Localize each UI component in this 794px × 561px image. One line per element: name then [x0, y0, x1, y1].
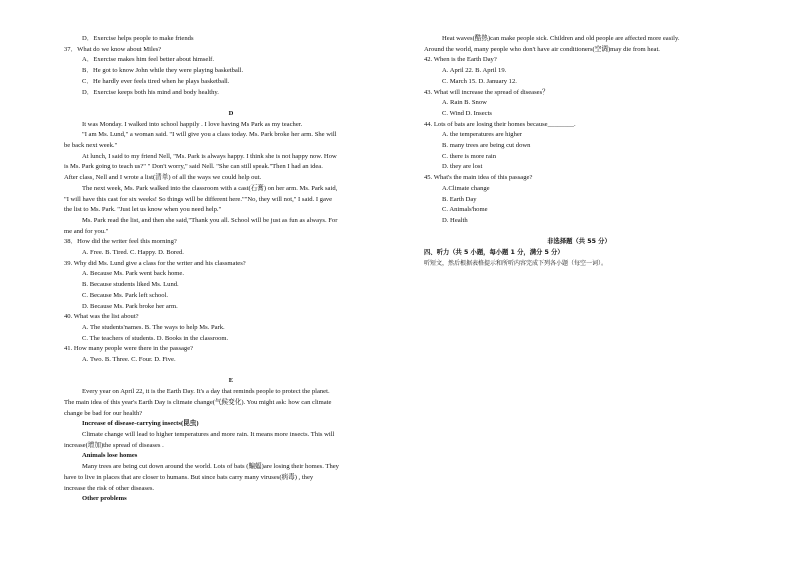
left-text-line: Other problems — [82, 495, 127, 503]
right-text-line: C. Animals'home — [442, 206, 488, 214]
left-column — [64, 34, 398, 505]
left-text-line: A．Exercise makes him feel better about himself. — [82, 56, 215, 64]
left-text-line: Climate change will lead to higher temperatures and more rain. It means more insects. This will — [82, 430, 335, 438]
left-text-line: After class, Nell and I wrote a list(清单) of all the ways we could help out. — [64, 174, 262, 182]
left-text-line: C．He hardly ever feels tired when he plays basketball. — [82, 77, 230, 85]
left-text-line: 40. What was the list about? — [64, 313, 139, 321]
left-text-line: D. Because Ms. Park broke her arm. — [82, 302, 178, 310]
left-text-line: "I am Ms. Lund," a woman said. "I will give you a class today. Ms. Park broke her arm. She will — [82, 131, 337, 139]
right-text-line: 四、听力（共 5 小题，每小题 1 分，满分 5 分） — [424, 249, 564, 257]
left-text-line: 41. How many people were there in the passage? — [64, 345, 194, 353]
right-text-line: 听短文，然后根据表格提示和所听内容完成下列各小题（每空一词）。 — [424, 259, 608, 267]
left-text-line: 37．What do we know about Miles? — [64, 45, 162, 53]
left-text-line: D．Exercise keeps both his mind and body healthy. — [82, 88, 219, 96]
right-text-line: Heat waves(酷热)can make people sick. Children and old people are affected more easily. — [442, 35, 680, 42]
left-text-line: Ms. Park read the list, and then she said,"Thank you all. School will be just as fun as always. For — [82, 216, 338, 224]
left-text-line: change be bad for our health? — [64, 409, 143, 417]
right-text-line: 42. When is the Earth Day? — [424, 56, 497, 64]
left-text-line: be back next week." — [64, 142, 118, 150]
right-text-line: A. Rain B. Snow — [442, 99, 487, 107]
left-text-line: The next week, Ms. Park walked into the classroom with a cast(石膏) on her arm. Ms. Park said, — [82, 184, 338, 192]
left-text-line: The main idea of this year's Earth Day is climate change(气候变化). You might ask: how can climate — [64, 398, 332, 406]
right-text-line: 45. What's the main idea of this passage? — [424, 174, 533, 182]
right-text-line: A. the temperatures are higher — [442, 131, 523, 139]
right-text-line: A. April 22. B. April 19. — [442, 67, 507, 75]
right-text-line: C. Wind D. Insects — [442, 109, 492, 117]
left-text-line: A. Because Ms. Park went back home. — [82, 270, 184, 278]
right-text-line: C. March 15. D. January 12. — [442, 77, 517, 85]
left-text-line: Animals lose homes — [82, 452, 138, 460]
right-text-line: D. they are lost — [442, 163, 483, 171]
right-text-line: C. there is more rain — [442, 152, 497, 160]
right-text-line: Around the world, many people who don't have air conditioners(空调)may die from heat. — [424, 45, 660, 53]
left-text-line: have to live in places that are closer to humans. But since bats carry many viruses(病毒) , they — [64, 473, 314, 481]
left-text-line: A. The students'names. B. The ways to help Ms. Park. — [82, 323, 225, 331]
right-column — [424, 34, 734, 269]
left-text-line: "I will have this cast for six weeks! So things will be different here.""No, they will not," I said. I gave — [64, 195, 333, 203]
right-text-line: D. Health — [442, 216, 468, 224]
left-text-line: C. The teachers of students. D. Books in the classroom. — [82, 334, 229, 342]
right-text-line — [424, 227, 734, 238]
left-text-line: E — [228, 377, 234, 385]
right-text-line: A.Climate change — [442, 184, 490, 192]
left-text-line: Many trees are being cut down around the world. Lots of bats (蝙蝠)are losing their homes. They — [82, 463, 339, 471]
left-text-line — [64, 366, 398, 377]
left-text-line: D．Exercise helps people to make friends — [82, 35, 194, 42]
left-text-line: A. Two. B. Three. C. Four. D. Five. — [82, 356, 176, 364]
left-text-line: It was Monday. I walked into school happily . I love having Ms Park as my teacher. — [82, 120, 303, 128]
left-text-line: Increase of disease-carrying insects(昆虫) — [82, 420, 199, 428]
right-text-line: 44. Lots of bats are losing their homes because________. — [424, 120, 576, 128]
left-text-line: A. Free. B. Tired. C. Happy. D. Bored. — [82, 249, 184, 257]
left-text-line: C. Because Ms. Park left school. — [82, 291, 169, 299]
left-text-line: increase(增加)the spread of diseases . — [64, 441, 164, 449]
left-text-line: increase the risk of other diseases. — [64, 484, 155, 492]
left-text-line — [64, 98, 398, 109]
left-text-line: 39. Why did Ms. Lund give a class for the writer and his classmates? — [64, 259, 246, 267]
right-text-line: B. many trees are being cut down — [442, 142, 531, 150]
right-text-line: 43. What will increase the spread of diseases？ — [424, 88, 549, 96]
left-text-line: D — [228, 109, 234, 117]
left-text-line: me and for you." — [64, 227, 109, 235]
left-text-line: At lunch, I said to my friend Nell, "Ms. Park is always happy. I think she is not happy now. How — [82, 152, 337, 160]
right-text-line: 非选择题（共 55 分） — [547, 238, 611, 246]
left-text-line: B. Because students liked Ms. Lund. — [82, 281, 179, 289]
left-text-line: the list to Ms. Park. "Just let us know when you need help." — [64, 206, 222, 214]
left-text-line: Every year on April 22, it is the Earth Day. It's a day that reminds people to protect the planet. — [82, 388, 330, 396]
right-text-line: B. Earth Day — [442, 195, 477, 203]
left-text-line: B．He got to know John while they were playing basketball. — [82, 67, 244, 75]
left-text-line: is Ms. Park going to teach us?" " Don't worry," said Nell. "She can still speak."Then I had an idea. — [64, 163, 323, 171]
left-text-line: 38．How did the writer feel this morning? — [64, 238, 177, 246]
